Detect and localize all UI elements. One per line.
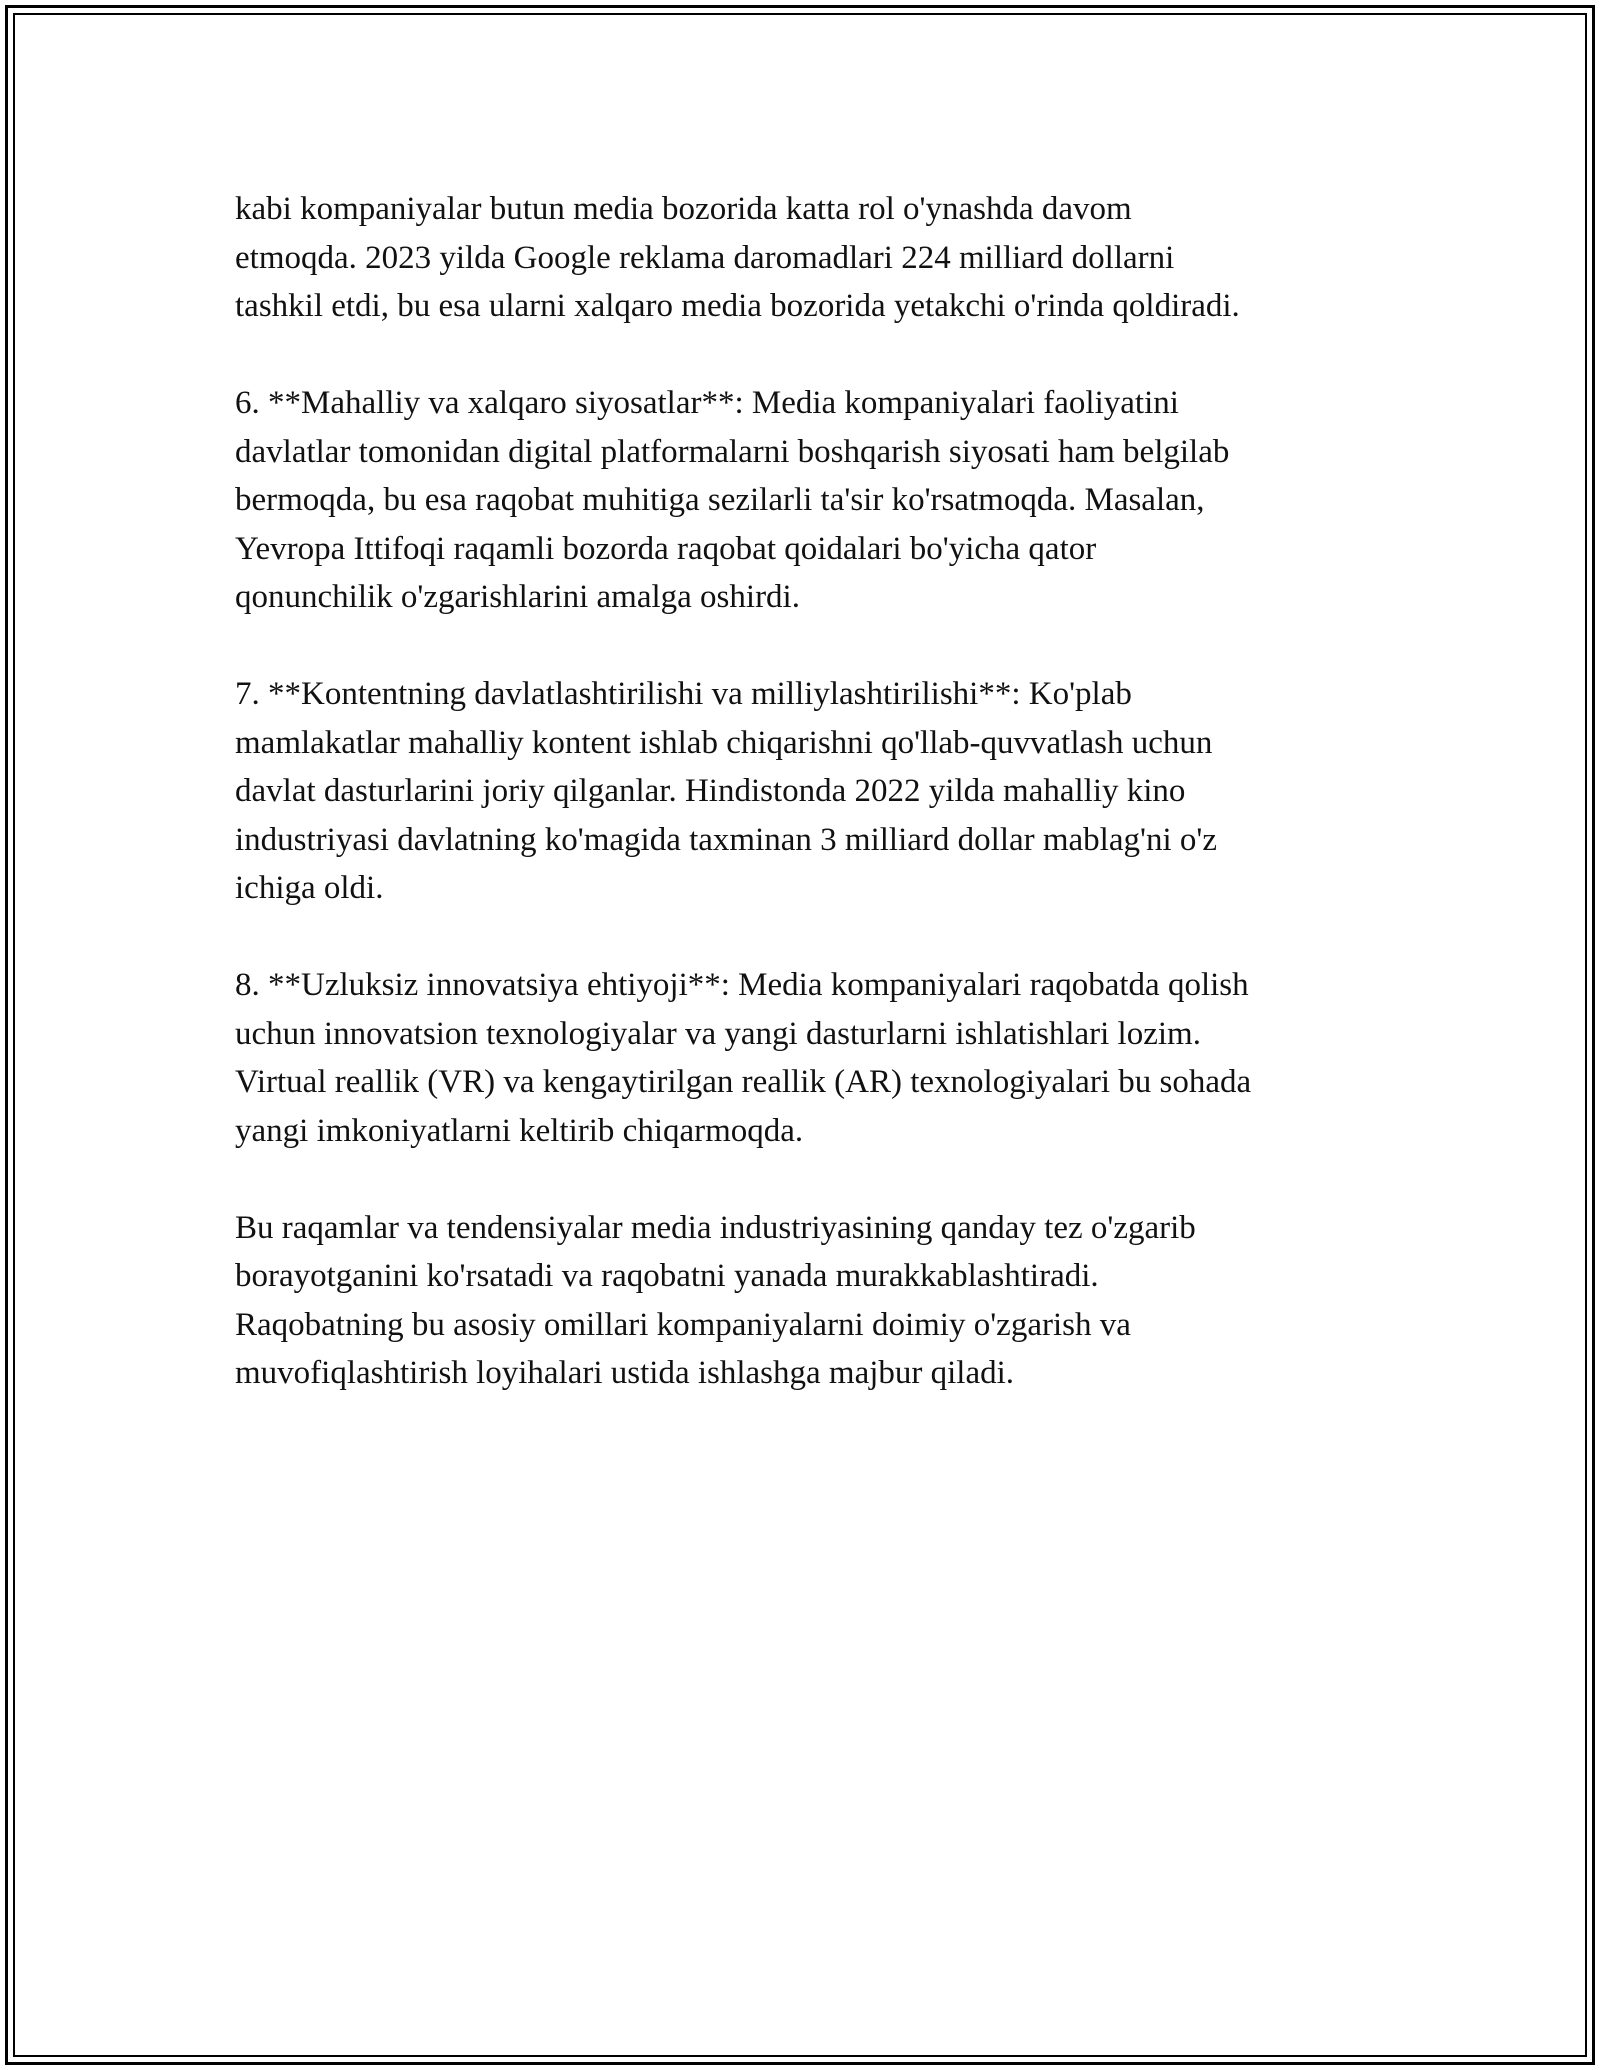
paragraph-intro-continuation: kabi kompaniyalar butun media bozorida katta rol o'ynashda davom etmoqda. 2023 yilda Google reklama daromadlari 224 milliard dollarni tashkil etdi, bu esa ularni xalqaro media bozorida yetakchi o'rinda qoldiradi. [235,191,1240,324]
paragraph-item-6: 6. **Mahalliy va xalqaro siyosatlar**: Media kompaniyalari faoliyatini davlatlar tomonidan digital platformalarni boshqarish siyosati ham belgilab bermoqda, bu esa raqobat muhitiga sezilarli ta'sir ko'rsatmoqda. Masalan, Yevropa Ittifoqi raqamli bozorda raqobat qoidalari bo'yicha qator qonunchilik o'zgarishlarini amalga oshirdi. [235,385,1230,615]
paragraph-item-7: 7. **Kontentning davlatlashtirilishi va milliylashtirilishi**: Ko'plab mamlakatlar mahalliy kontent ishlab chiqarishni qo'llab-quvvatlash uchun davlat dasturlarini joriy qilganlar. Hindistonda 2022 yilda mahalliy kino industriyasi davlatning ko'magida taxminan 3 milliard dollar mablag'ni o'z ichiga oldi. [235,676,1217,906]
document-body [235,185,1405,1446]
paragraph-conclusion: Bu raqamlar va tendensiyalar media industriyasining qanday tez o'zgarib borayotganini ko'rsatadi va raqobatni yanada murakkablashtiradi. Raqobatning bu asosiy omillari kompaniyalarni doimiy o'zgarish va muvofiqlashtirish loyihalari ustida ishlashga majbur qiladi. [235,1209,1196,1391]
paragraph-item-8: 8. **Uzluksiz innovatsiya ehtiyoji**: Media kompaniyalari raqobatda qolish uchun innovatsion texnologiyalar va yangi dasturlarni ishlatishlari lozim. Virtual reallik (VR) va kengaytirilgan reallik (AR) texnologiyalari bu sohada yangi imkoniyatlarni keltirib chiqarmoqda. [235,967,1252,1149]
